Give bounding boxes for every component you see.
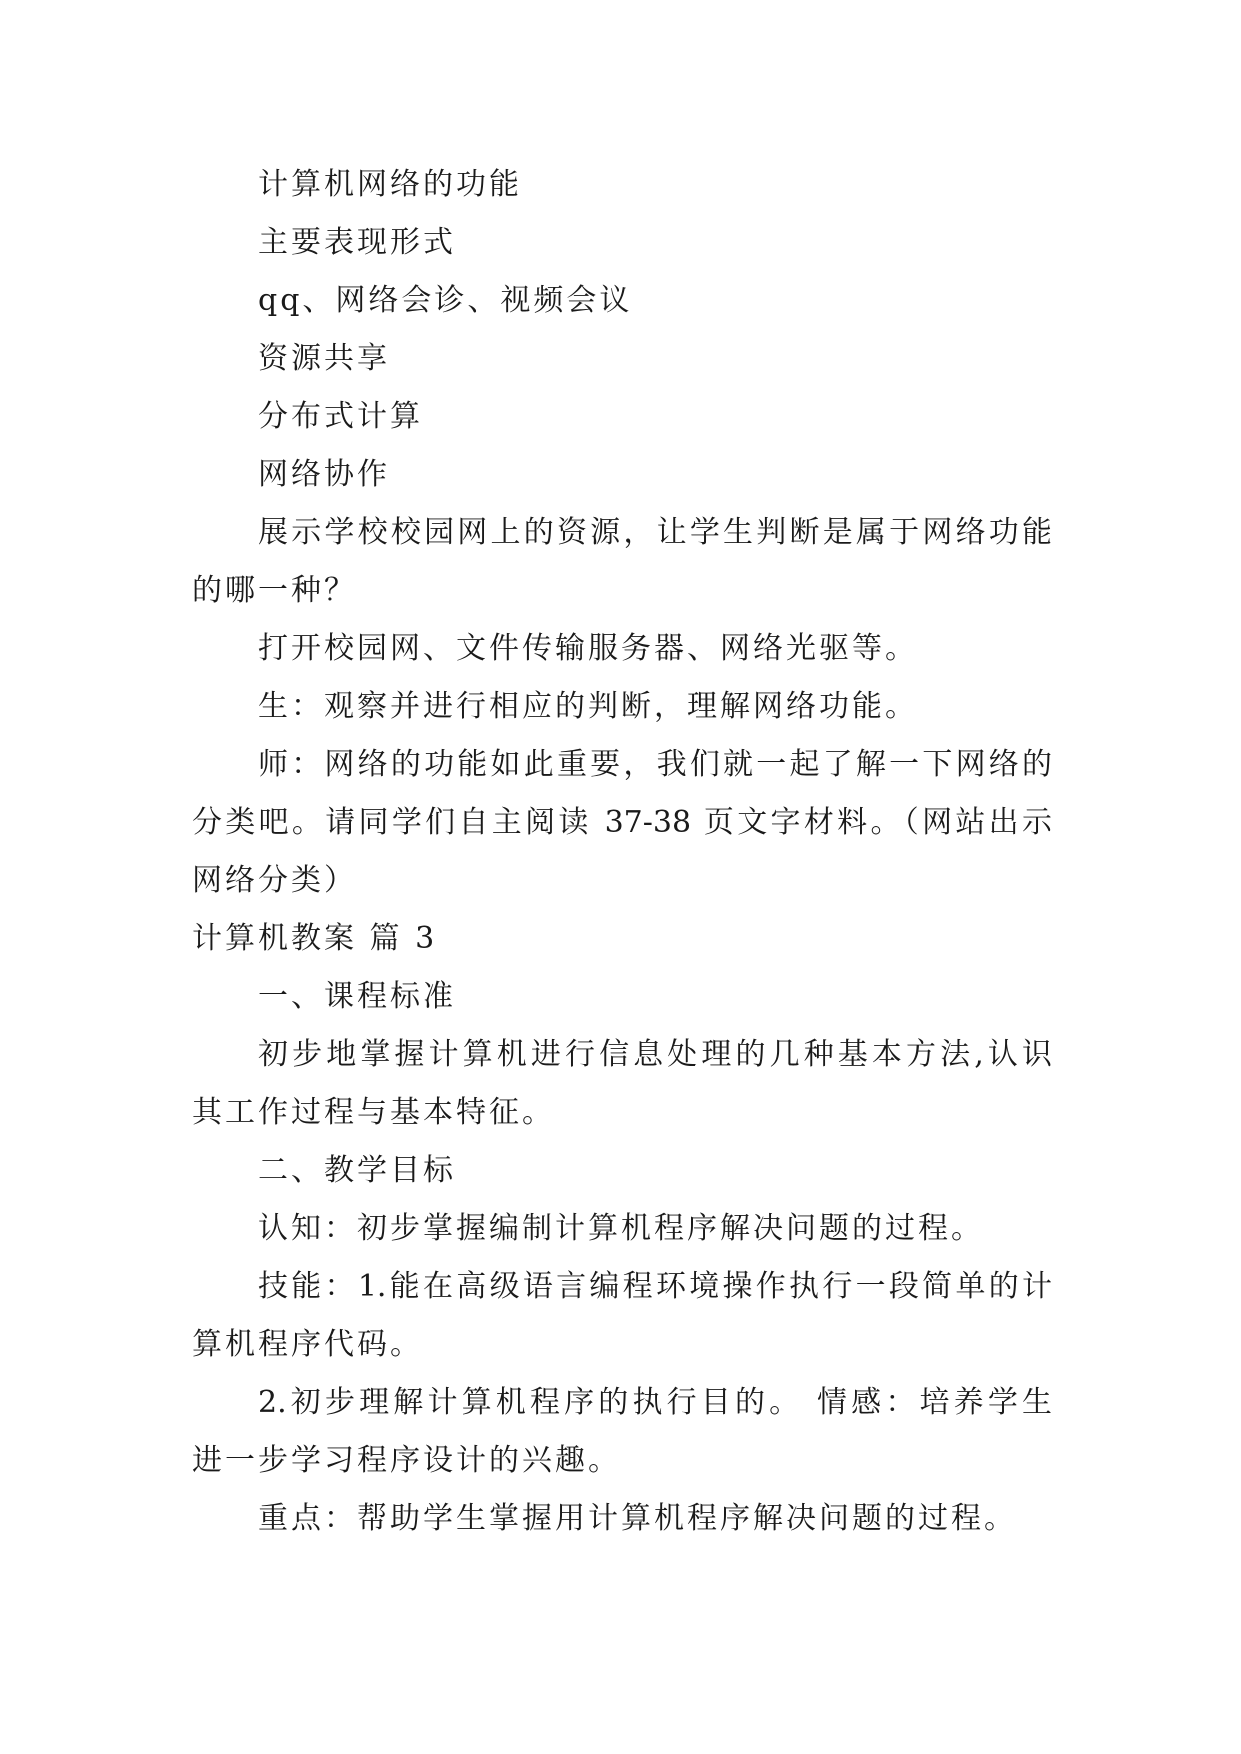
text-line: 的哪一种？ [192, 573, 357, 608]
text-line: 算机程序代码。 [192, 1327, 423, 1362]
text-line: 分布式计算 [258, 399, 423, 434]
text-line: 网络分类） [192, 863, 357, 898]
text-line: 打开校园网、文件传输服务器、网络光驱等。 [258, 631, 918, 666]
text-line: 展示学校校园网上的资源，让学生判断是属于网络功能 [258, 515, 1052, 550]
text-line: 2.初步理解计算机程序的执行目的。 情感：培养学生 [258, 1385, 1052, 1420]
text-line: 认知：初步掌握编制计算机程序解决问题的过程。 [258, 1211, 984, 1246]
text-line: 重点：帮助学生掌握用计算机程序解决问题的过程。 [258, 1501, 1017, 1536]
text-line: 生：观察并进行相应的判断，理解网络功能。 [258, 689, 918, 724]
text-line: 师：网络的功能如此重要，我们就一起了解一下网络的 [258, 747, 1052, 782]
text-line: 初步地掌握计算机进行信息处理的几种基本方法,认识 [258, 1037, 1052, 1072]
text-line: qq、网络会诊、视频会议 [258, 283, 633, 318]
text-line: 其工作过程与基本特征。 [192, 1095, 555, 1130]
text-line: 进一步学习程序设计的兴趣。 [192, 1443, 621, 1478]
subheading: 二、教学目标 [258, 1153, 456, 1188]
text-line: 主要表现形式 [258, 225, 456, 260]
subheading: 一、课程标准 [258, 979, 456, 1014]
text-line: 分类吧。请同学们自主阅读 37-38 页文字材料。（网站出示 [192, 805, 1052, 840]
text-line: 资源共享 [258, 341, 390, 376]
text-line: 技能：1.能在高级语言编程环境操作执行一段简单的计 [258, 1269, 1052, 1304]
section-heading: 计算机教案 篇 3 [192, 921, 438, 956]
text-line: 计算机网络的功能 [258, 167, 522, 202]
text-line: 网络协作 [258, 457, 390, 492]
